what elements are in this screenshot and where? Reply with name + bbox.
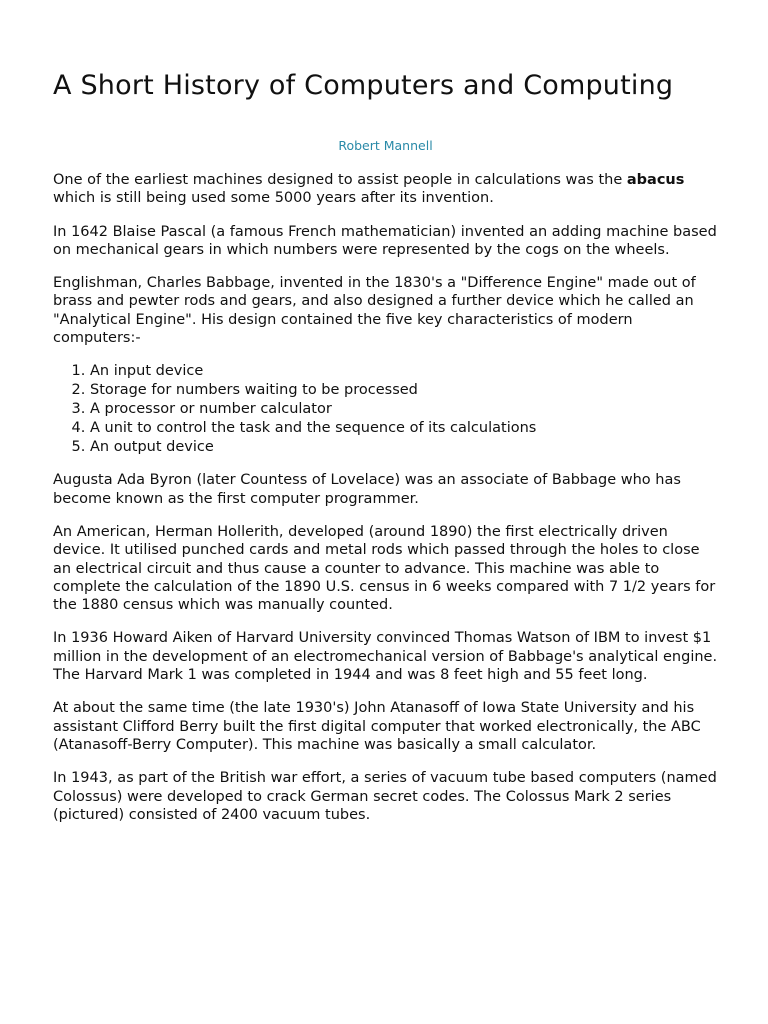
list-item: 5. An output device: [90, 438, 718, 457]
article-body: [53, 171, 718, 839]
list-item: 1. An input device: [90, 362, 718, 381]
paragraph-hollerith: An American, Herman Hollerith, developed (around 1890) the first electrically driven device. It utilised punched cards and metal rods which passed through the holes to close an electrical circuit and thus cause a counter to advance. This machine was able to complete the calculation of the 1890 U.S. census in 6 weeks compared with 7 1/2 years for the 1880 census which was manually counted.: [53, 523, 716, 614]
list-item: 4. A unit to control the task and the sequence of its calculations: [90, 419, 718, 438]
paragraph-pascal: In 1642 Blaise Pascal (a famous French mathematician) invented an adding machine based on mechanical gears in which numbers were represented by the cogs on the wheels.: [53, 223, 717, 258]
paragraph-atanasoff: At about the same time (the late 1930's) John Atanasoff of Iowa State University and his assistant Clifford Berry built the first digital computer that worked electronically, the ABC (Atanasoff-Berry Computer). This machine was basically a small calculator.: [53, 700, 701, 753]
paragraph-ada-byron: Augusta Ada Byron (later Countess of Lovelace) was an associate of Babbage who has become known as the first computer programmer.: [53, 472, 681, 507]
paragraph-babbage: Englishman, Charles Babbage, invented in the 1830's a "Difference Engine" made out of brass and pewter rods and gears, and also designed a further device which he called an "Analytical Engine". His design contained the five key characteristics of modern computers:-: [53, 275, 696, 347]
list-item: 3. A processor or number calculator: [90, 400, 718, 419]
paragraph-abacus: [53, 171, 718, 208]
characteristics-list: [53, 362, 718, 456]
paragraph-abacus-text-before: One of the earliest machines designed to assist people in calculations was the: [53, 172, 627, 188]
list-item: 2. Storage for numbers waiting to be processed: [90, 381, 718, 400]
author-byline: Robert Mannell: [338, 138, 433, 153]
page-title: A Short History of Computers and Computing: [53, 70, 674, 101]
paragraph-abacus-text-after: which is still being used some 5000 years after its invention.: [53, 190, 494, 207]
paragraph-colossus: In 1943, as part of the British war effort, a series of vacuum tube based computers (named Colossus) were developed to crack German secret codes. The Colossus Mark 2 series (pictured) consisted of 2400 vacuum tubes.: [53, 770, 717, 823]
paragraph-aiken: In 1936 Howard Aiken of Harvard University convinced Thomas Watson of IBM to invest $1 million in the development of an electromechanical version of Babbage's analytical engine. The Harvard Mark 1 was completed in 1944 and was 8 feet high and 55 feet long.: [53, 630, 718, 684]
abacus-term: abacus: [626, 172, 685, 188]
